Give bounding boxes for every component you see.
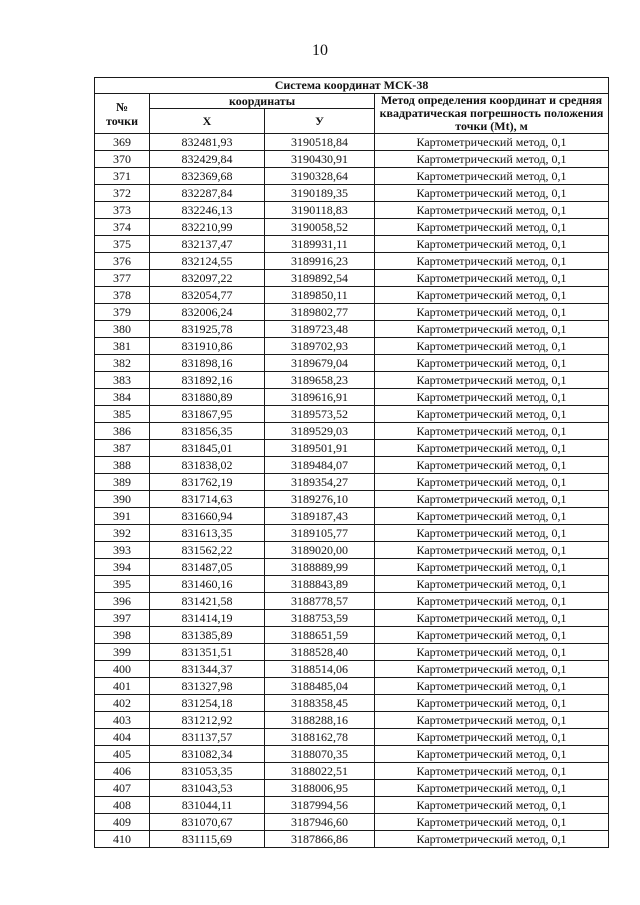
point-number-cell: 395 (95, 576, 150, 593)
method-cell: Картометрический метод, 0,1 (375, 440, 609, 457)
point-number-cell: 408 (95, 797, 150, 814)
method-cell: Картометрический метод, 0,1 (375, 134, 609, 151)
y-coordinate-cell: 3189702,93 (265, 338, 375, 355)
y-coordinate-cell: 3188006,95 (265, 780, 375, 797)
point-number-cell: 378 (95, 287, 150, 304)
y-coordinate-cell: 3188358,45 (265, 695, 375, 712)
method-cell: Картометрический метод, 0,1 (375, 763, 609, 780)
method-cell: Картометрический метод, 0,1 (375, 355, 609, 372)
x-coordinate-cell: 831613,35 (150, 525, 265, 542)
method-cell: Картометрический метод, 0,1 (375, 202, 609, 219)
y-coordinate-cell: 3189105,77 (265, 525, 375, 542)
x-coordinate-cell: 831892,16 (150, 372, 265, 389)
table-row (95, 746, 609, 763)
point-number-cell: 401 (95, 678, 150, 695)
point-number-cell: 391 (95, 508, 150, 525)
point-number-header (95, 94, 150, 134)
method-cell: Картометрический метод, 0,1 (375, 627, 609, 644)
table-row (95, 440, 609, 457)
table-row (95, 372, 609, 389)
table-row (95, 525, 609, 542)
y-coordinate-cell: 3190058,52 (265, 219, 375, 236)
table-header (95, 78, 609, 134)
method-cell: Картометрический метод, 0,1 (375, 695, 609, 712)
y-coordinate-cell: 3189916,23 (265, 253, 375, 270)
method-cell: Картометрический метод, 0,1 (375, 678, 609, 695)
y-coordinate-cell: 3189892,54 (265, 270, 375, 287)
table-row (95, 389, 609, 406)
method-cell: Картометрический метод, 0,1 (375, 338, 609, 355)
method-cell: Картометрический метод, 0,1 (375, 746, 609, 763)
y-coordinate-cell: 3189679,04 (265, 355, 375, 372)
point-number-cell: 394 (95, 559, 150, 576)
method-cell: Картометрический метод, 0,1 (375, 287, 609, 304)
y-coordinate-cell: 3189187,43 (265, 508, 375, 525)
point-number-cell: 407 (95, 780, 150, 797)
x-coordinate-cell: 831043,53 (150, 780, 265, 797)
point-number-cell: 397 (95, 610, 150, 627)
table-row (95, 355, 609, 372)
y-coordinate-cell: 3189020,00 (265, 542, 375, 559)
x-coordinate-cell: 831044,11 (150, 797, 265, 814)
x-coordinate-cell: 831053,35 (150, 763, 265, 780)
method-cell: Картометрический метод, 0,1 (375, 661, 609, 678)
table-row (95, 508, 609, 525)
coordinate-system-title: Система координат МСК-38 (95, 78, 609, 94)
point-number-cell: 398 (95, 627, 150, 644)
x-coordinate-cell: 831070,67 (150, 814, 265, 831)
method-cell: Картометрический метод, 0,1 (375, 508, 609, 525)
point-number-cell: 384 (95, 389, 150, 406)
table-row (95, 253, 609, 270)
x-coordinate-cell: 831910,86 (150, 338, 265, 355)
table-row (95, 576, 609, 593)
point-number-cell: 396 (95, 593, 150, 610)
point-number-cell: 405 (95, 746, 150, 763)
point-number-cell: 386 (95, 423, 150, 440)
table-row (95, 661, 609, 678)
y-coordinate-cell: 3189616,91 (265, 389, 375, 406)
method-cell: Картометрический метод, 0,1 (375, 729, 609, 746)
point-number-cell: 399 (95, 644, 150, 661)
table-row (95, 338, 609, 355)
x-coordinate-cell: 832054,77 (150, 287, 265, 304)
method-cell: Картометрический метод, 0,1 (375, 406, 609, 423)
method-cell: Картометрический метод, 0,1 (375, 610, 609, 627)
table-row (95, 134, 609, 151)
point-number-cell: 388 (95, 457, 150, 474)
table-row (95, 236, 609, 253)
point-number-cell: 390 (95, 491, 150, 508)
point-number-cell: 409 (95, 814, 150, 831)
y-coordinate-cell: 3188162,78 (265, 729, 375, 746)
y-coordinate-cell: 3188514,06 (265, 661, 375, 678)
x-coordinate-cell: 831137,57 (150, 729, 265, 746)
x-coordinate-cell: 831838,02 (150, 457, 265, 474)
table-row (95, 270, 609, 287)
x-coordinate-cell: 831212,92 (150, 712, 265, 729)
x-coordinate-cell: 831421,58 (150, 593, 265, 610)
table-row (95, 695, 609, 712)
y-header: У (265, 109, 375, 134)
method-cell: Картометрический метод, 0,1 (375, 644, 609, 661)
y-coordinate-cell: 3189658,23 (265, 372, 375, 389)
x-coordinate-cell: 831351,51 (150, 644, 265, 661)
x-coordinate-cell: 831344,37 (150, 661, 265, 678)
method-header: Метод определения координат и средняя квадратическая погрешность положения точки (Mt), м (375, 94, 609, 134)
method-cell: Картометрический метод, 0,1 (375, 253, 609, 270)
point-number-cell: 383 (95, 372, 150, 389)
table-row (95, 457, 609, 474)
table-row (95, 644, 609, 661)
method-cell: Картометрический метод, 0,1 (375, 423, 609, 440)
table-row (95, 321, 609, 338)
x-coordinate-cell: 831845,01 (150, 440, 265, 457)
method-cell: Картометрический метод, 0,1 (375, 270, 609, 287)
y-coordinate-cell: 3188889,99 (265, 559, 375, 576)
method-cell: Картометрический метод, 0,1 (375, 219, 609, 236)
table-row (95, 678, 609, 695)
table-row (95, 593, 609, 610)
method-cell: Картометрический метод, 0,1 (375, 593, 609, 610)
table-row (95, 797, 609, 814)
method-cell: Картометрический метод, 0,1 (375, 304, 609, 321)
y-coordinate-cell: 3188288,16 (265, 712, 375, 729)
table-row (95, 780, 609, 797)
method-cell: Картометрический метод, 0,1 (375, 831, 609, 848)
table-row (95, 712, 609, 729)
y-coordinate-cell: 3188753,59 (265, 610, 375, 627)
y-coordinate-cell: 3188070,35 (265, 746, 375, 763)
x-header: X (150, 109, 265, 134)
y-coordinate-cell: 3189931,11 (265, 236, 375, 253)
point-number-cell: 392 (95, 525, 150, 542)
table-row (95, 491, 609, 508)
point-number-cell: 389 (95, 474, 150, 491)
x-coordinate-cell: 832124,55 (150, 253, 265, 270)
method-cell: Картометрический метод, 0,1 (375, 321, 609, 338)
method-cell: Картометрический метод, 0,1 (375, 474, 609, 491)
table-row (95, 627, 609, 644)
x-coordinate-cell: 832246,13 (150, 202, 265, 219)
y-coordinate-cell: 3188843,89 (265, 576, 375, 593)
x-coordinate-cell: 832006,24 (150, 304, 265, 321)
table-row (95, 814, 609, 831)
point-number-cell: 379 (95, 304, 150, 321)
x-coordinate-cell: 831925,78 (150, 321, 265, 338)
x-coordinate-cell: 832210,99 (150, 219, 265, 236)
y-coordinate-cell: 3188485,04 (265, 678, 375, 695)
method-cell: Картометрический метод, 0,1 (375, 372, 609, 389)
table-row (95, 729, 609, 746)
x-coordinate-cell: 831898,16 (150, 355, 265, 372)
y-coordinate-cell: 3189484,07 (265, 457, 375, 474)
table-row (95, 287, 609, 304)
y-coordinate-cell: 3190430,91 (265, 151, 375, 168)
x-coordinate-cell: 832287,84 (150, 185, 265, 202)
point-number-cell: 372 (95, 185, 150, 202)
page-number: 10 (312, 42, 328, 59)
y-coordinate-cell: 3189802,77 (265, 304, 375, 321)
x-coordinate-cell: 831880,89 (150, 389, 265, 406)
x-coordinate-cell: 831460,16 (150, 576, 265, 593)
y-coordinate-cell: 3187946,60 (265, 814, 375, 831)
point-number-cell: 375 (95, 236, 150, 253)
table-row (95, 185, 609, 202)
point-number-cell: 371 (95, 168, 150, 185)
y-coordinate-cell: 3187866,86 (265, 831, 375, 848)
point-number-cell: 377 (95, 270, 150, 287)
method-cell: Картометрический метод, 0,1 (375, 542, 609, 559)
x-coordinate-cell: 831562,22 (150, 542, 265, 559)
y-coordinate-cell: 3190189,35 (265, 185, 375, 202)
point-number-cell: 376 (95, 253, 150, 270)
x-coordinate-cell: 831487,05 (150, 559, 265, 576)
table-row (95, 474, 609, 491)
point-number-cell: 380 (95, 321, 150, 338)
method-cell: Картометрический метод, 0,1 (375, 389, 609, 406)
x-coordinate-cell: 831115,69 (150, 831, 265, 848)
x-coordinate-cell: 831254,18 (150, 695, 265, 712)
y-coordinate-cell: 3189850,11 (265, 287, 375, 304)
table-row (95, 151, 609, 168)
x-coordinate-cell: 831327,98 (150, 678, 265, 695)
method-cell: Картометрический метод, 0,1 (375, 236, 609, 253)
y-coordinate-cell: 3189723,48 (265, 321, 375, 338)
method-cell: Картометрический метод, 0,1 (375, 168, 609, 185)
method-cell: Картометрический метод, 0,1 (375, 559, 609, 576)
x-coordinate-cell: 832481,93 (150, 134, 265, 151)
y-coordinate-cell: 3188778,57 (265, 593, 375, 610)
method-cell: Картометрический метод, 0,1 (375, 780, 609, 797)
method-cell: Картометрический метод, 0,1 (375, 525, 609, 542)
table-row (95, 202, 609, 219)
x-coordinate-cell: 831714,63 (150, 491, 265, 508)
y-coordinate-cell: 3189529,03 (265, 423, 375, 440)
x-coordinate-cell: 831082,34 (150, 746, 265, 763)
x-coordinate-cell: 832097,22 (150, 270, 265, 287)
point-number-cell: 385 (95, 406, 150, 423)
x-coordinate-cell: 831762,19 (150, 474, 265, 491)
point-number-cell: 382 (95, 355, 150, 372)
point-number-cell: 369 (95, 134, 150, 151)
point-number-cell: 374 (95, 219, 150, 236)
method-cell: Картометрический метод, 0,1 (375, 576, 609, 593)
point-number-cell: 370 (95, 151, 150, 168)
y-coordinate-cell: 3188022,51 (265, 763, 375, 780)
table-row (95, 168, 609, 185)
point-number-cell: 410 (95, 831, 150, 848)
method-cell: Картометрический метод, 0,1 (375, 185, 609, 202)
point-number-cell: 393 (95, 542, 150, 559)
y-coordinate-cell: 3189501,91 (265, 440, 375, 457)
point-number-cell: 404 (95, 729, 150, 746)
point-number-cell: 387 (95, 440, 150, 457)
point-number-cell: 373 (95, 202, 150, 219)
y-coordinate-cell: 3189276,10 (265, 491, 375, 508)
point-number-cell: 402 (95, 695, 150, 712)
x-coordinate-cell: 831385,89 (150, 627, 265, 644)
point-number-cell: 400 (95, 661, 150, 678)
table-row (95, 542, 609, 559)
table-row (95, 304, 609, 321)
y-coordinate-cell: 3190118,83 (265, 202, 375, 219)
table-row (95, 831, 609, 848)
point-number-cell: 406 (95, 763, 150, 780)
y-coordinate-cell: 3190328,64 (265, 168, 375, 185)
method-cell: Картометрический метод, 0,1 (375, 491, 609, 508)
point-number-header-line2: точки (105, 113, 139, 128)
x-coordinate-cell: 832369,68 (150, 168, 265, 185)
table-row (95, 423, 609, 440)
method-cell: Картометрический метод, 0,1 (375, 797, 609, 814)
method-cell: Картометрический метод, 0,1 (375, 151, 609, 168)
x-coordinate-cell: 831414,19 (150, 610, 265, 627)
coordinates-header: координаты (150, 94, 375, 109)
method-cell: Картометрический метод, 0,1 (375, 712, 609, 729)
point-number-header-line1: № (115, 99, 129, 114)
point-number-cell: 403 (95, 712, 150, 729)
y-coordinate-cell: 3189354,27 (265, 474, 375, 491)
y-coordinate-cell: 3189573,52 (265, 406, 375, 423)
x-coordinate-cell: 831856,35 (150, 423, 265, 440)
x-coordinate-cell: 831867,95 (150, 406, 265, 423)
y-coordinate-cell: 3188528,40 (265, 644, 375, 661)
table-row (95, 610, 609, 627)
method-cell: Картометрический метод, 0,1 (375, 814, 609, 831)
method-cell: Картометрический метод, 0,1 (375, 457, 609, 474)
table-row (95, 406, 609, 423)
x-coordinate-cell: 831660,94 (150, 508, 265, 525)
coordinates-table (94, 77, 609, 848)
x-coordinate-cell: 832429,84 (150, 151, 265, 168)
point-number-cell: 381 (95, 338, 150, 355)
table-row (95, 763, 609, 780)
x-coordinate-cell: 832137,47 (150, 236, 265, 253)
table-row (95, 219, 609, 236)
y-coordinate-cell: 3190518,84 (265, 134, 375, 151)
y-coordinate-cell: 3187994,56 (265, 797, 375, 814)
table-body (95, 134, 609, 848)
y-coordinate-cell: 3188651,59 (265, 627, 375, 644)
table-row (95, 559, 609, 576)
